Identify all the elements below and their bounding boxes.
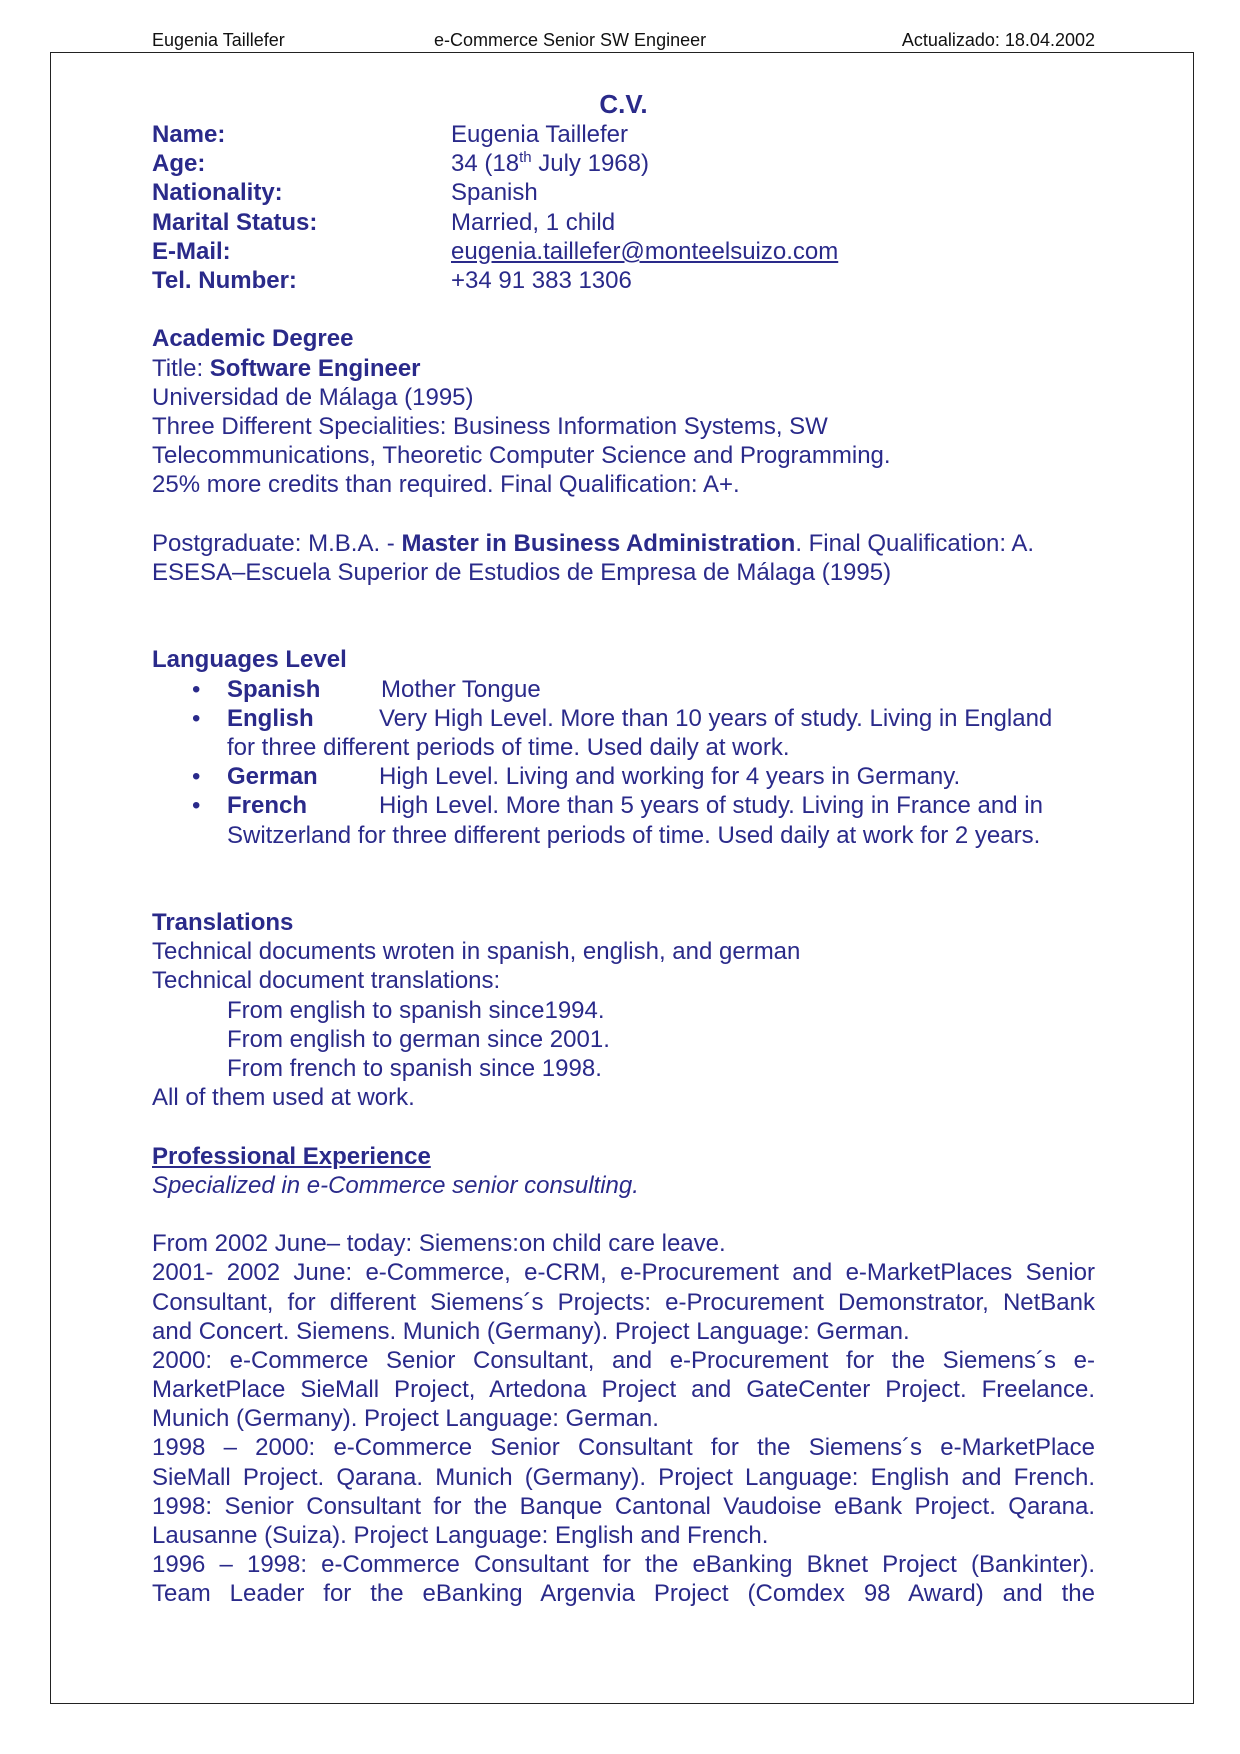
- academic-line: 25% more credits than required. Final Qualification: A+.: [152, 471, 740, 499]
- academic-heading: Academic Degree: [152, 325, 354, 353]
- postgrad-degree: Master in Business Administration: [401, 529, 796, 557]
- personal-row-email: [152, 237, 1095, 266]
- spacer: [152, 1112, 1095, 1141]
- academic-line: Three Different Specialities: Business Information Systems, SW: [152, 412, 828, 440]
- postgrad-post: . Final Qualification: A.: [795, 529, 1035, 557]
- experience-line: Munich (Germany). Project Language: German.: [152, 1405, 659, 1433]
- spacer: [152, 587, 1095, 645]
- document-body: [152, 88, 1095, 1609]
- language-level: High Level. More than 5 years of study. Living in France and in: [379, 792, 1043, 820]
- experience-line: 1998: Senior Consultant for the Banque Cantonal Vaudoise eBank Project. Qarana.: [152, 1492, 1095, 1520]
- postgrad-pre: Postgraduate: M.B.A. -: [152, 529, 402, 557]
- email-label: E-Mail:: [152, 237, 231, 265]
- experience-line: SieMall Project. Qarana. Munich (Germany). Project Language: English and French.: [152, 1463, 1095, 1491]
- translation-item: From english to german since 2001.: [227, 1025, 610, 1053]
- header-role: e-Commerce Senior SW Engineer: [434, 30, 707, 50]
- language-item-german: [152, 762, 1095, 791]
- age-value-sup: th: [519, 149, 532, 167]
- personal-row-name: [152, 120, 1095, 149]
- languages-heading: Languages Level: [152, 646, 347, 674]
- spacer: [152, 1200, 1095, 1229]
- language-level: High Level. Living and working for 4 years in Germany.: [379, 763, 961, 791]
- experience-line: 1996 – 1998: e-Commerce Consultant for the eBanking Bknet Project (Bankinter).: [152, 1551, 1095, 1579]
- document-title: C.V.: [599, 89, 648, 119]
- personal-row-age: [152, 149, 1095, 178]
- phone-value: +34 91 383 1306: [451, 266, 632, 294]
- header-author: Eugenia Taillefer: [152, 30, 285, 50]
- academic-section: [152, 324, 1095, 587]
- experience-subtitle: Specialized in e-Commerce senior consulting.: [152, 1171, 639, 1199]
- nationality-value: Spanish: [451, 179, 538, 207]
- experience-line: MarketPlace SieMall Project, Artedona Project and GateCenter Project. Freelance.: [152, 1376, 1095, 1404]
- experience-line: Lausanne (Suiza). Project Language: English and French.: [152, 1522, 769, 1550]
- translations-footer: All of them used at work.: [152, 1084, 415, 1112]
- postgraduate-line: [152, 529, 1095, 558]
- email-value-wrap: [451, 237, 838, 266]
- translations-heading: Translations: [152, 909, 294, 937]
- academic-line: Universidad de Málaga (1995): [152, 383, 474, 411]
- language-level: Very High Level. More than 10 years of study. Living in England: [379, 704, 1053, 732]
- marital-value: Married, 1 child: [451, 208, 616, 236]
- spacer: [152, 499, 1095, 528]
- personal-info: [152, 120, 1095, 295]
- personal-row-marital: [152, 208, 1095, 237]
- name-label: Name:: [152, 121, 226, 148]
- experience-line: and Concert. Siemens. Munich (Germany). Project Language: German.: [152, 1317, 910, 1345]
- nationality-label: Nationality:: [152, 179, 283, 207]
- academic-title-value: Software Engineer: [209, 354, 421, 382]
- language-item-spanish: [152, 675, 1095, 704]
- experience-line: 2001- 2002 June: e-Commerce, e-CRM, e-Procurement and e-MarketPlaces Senior: [152, 1259, 1095, 1287]
- marital-label: Marital Status:: [152, 208, 318, 236]
- bullet-icon: •: [192, 792, 201, 820]
- experience-section: [152, 1142, 1095, 1609]
- language-name: Spanish: [227, 675, 321, 703]
- name-value: Eugenia Taillefer: [451, 121, 629, 148]
- age-value-pre: 34 (18: [451, 150, 520, 178]
- academic-title: [152, 354, 1095, 383]
- language-item-french: [152, 791, 1095, 820]
- spacer: [152, 850, 1095, 908]
- experience-line: 1998 – 2000: e-Commerce Senior Consultant for the Siemens´s e-MarketPlace: [152, 1434, 1095, 1462]
- language-name: French: [227, 792, 308, 820]
- languages-section: [152, 645, 1095, 849]
- spacer: [152, 295, 1095, 324]
- page-header: [152, 28, 1095, 52]
- translations-line: Technical documents wroten in spanish, english, and german: [152, 938, 801, 966]
- experience-line: Team Leader for the eBanking Argenvia Project (Comdex 98 Award) and the: [152, 1580, 1095, 1608]
- language-item-english: [152, 704, 1095, 733]
- bullet-icon: •: [192, 675, 201, 703]
- experience-heading: Professional Experience: [152, 1142, 431, 1170]
- bullet-icon: •: [192, 763, 201, 791]
- age-value: [451, 149, 649, 178]
- language-name: English: [227, 704, 314, 732]
- language-level: Mother Tongue: [381, 675, 541, 703]
- academic-line: Telecommunications, Theoretic Computer Science and Programming.: [152, 442, 891, 470]
- experience-line: From 2002 June– today: Siemens:on child care leave.: [152, 1230, 726, 1258]
- translation-item: From english to spanish since1994.: [227, 996, 605, 1024]
- experience-line: 2000: e-Commerce Senior Consultant, and e-Procurement for the Siemens´s e-: [152, 1346, 1095, 1374]
- age-label: Age:: [152, 150, 206, 178]
- header-updated: Actualizado: 18.04.2002: [901, 30, 1095, 50]
- translations-section: [152, 908, 1095, 1112]
- experience-line: Consultant, for different Siemens´s Projects: e-Procurement Demonstrator, NetBank: [152, 1288, 1095, 1316]
- academic-title-label: Title:: [152, 354, 210, 382]
- personal-row-nationality: [152, 178, 1095, 207]
- age-value-post: July 1968): [531, 150, 649, 178]
- language-name: German: [227, 763, 318, 791]
- personal-row-phone: [152, 266, 1095, 295]
- postgraduate-school: ESESA–Escuela Superior de Estudios de Empresa de Málaga (1995): [152, 558, 892, 586]
- language-level-cont: Switzerland for three different periods of time. Used daily at work for 2 years.: [227, 821, 1041, 849]
- language-level-cont: for three different periods of time. Used daily at work.: [227, 733, 790, 761]
- email-link[interactable]: eugenia.taillefer@monteelsuizo.com: [451, 237, 839, 265]
- phone-label: Tel. Number:: [152, 266, 297, 294]
- translation-item: From french to spanish since 1998.: [227, 1055, 602, 1083]
- bullet-icon: •: [192, 704, 201, 732]
- translations-line: Technical document translations:: [152, 967, 501, 995]
